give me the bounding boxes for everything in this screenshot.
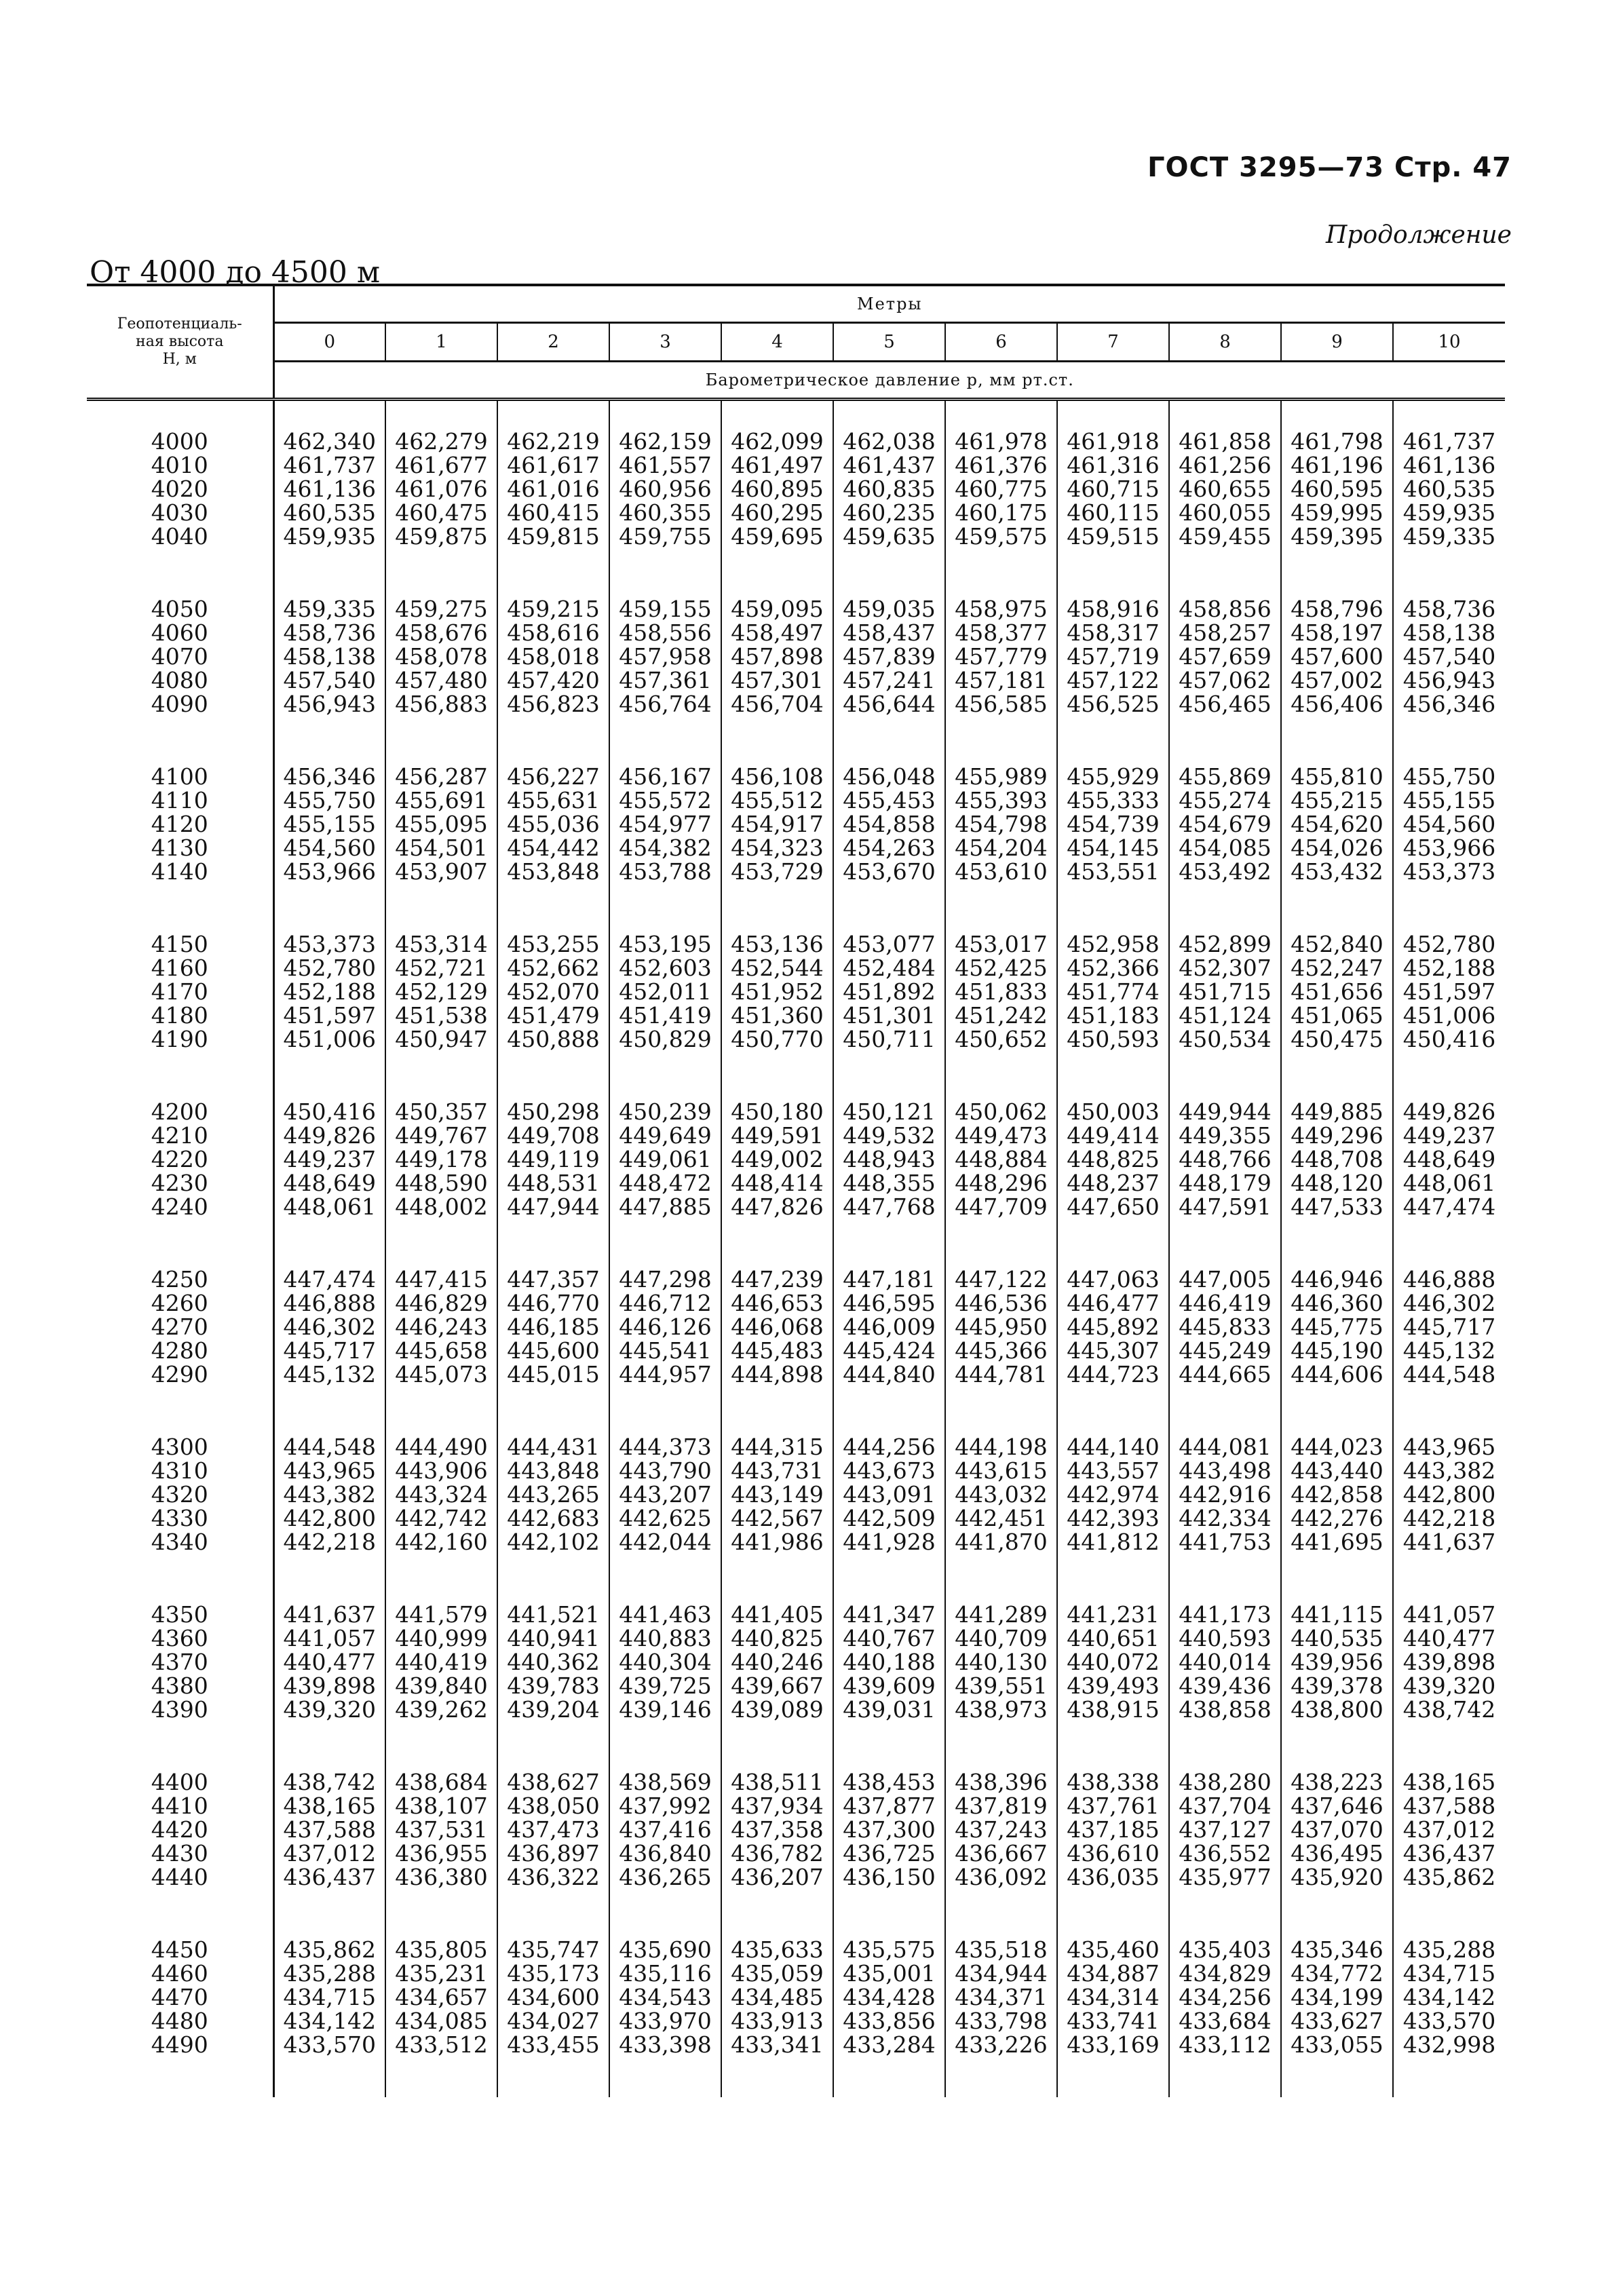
pressure-values: 438,338 437,761 437,185 436,610 436,035 [1057,1721,1169,1889]
height-values: 4000 4010 4020 4030 4040 [87,400,273,549]
pressure-values: 435,862 435,288 434,715 434,142 433,570 [273,1889,385,2056]
table-row-group [87,1051,1505,1219]
column-header: 1 [385,323,497,362]
pressure-values: 447,063 446,477 445,892 445,307 444,723 [1057,1219,1169,1386]
pressure-values: 455,810 455,215 454,620 454,026 453,432 [1281,716,1393,883]
table-tail-cell [609,2056,721,2097]
table-row-group [87,1219,1505,1386]
pressure-values: 456,048 455,453 454,858 454,263 453,670 [833,716,945,883]
pressure-values: 458,856 458,257 457,659 457,062 456,465 [1169,548,1281,716]
table-row-group [87,716,1505,883]
pressure-values: 447,122 446,536 445,950 445,366 444,781 [945,1219,1057,1386]
pressure-values: 435,518 434,944 434,371 433,798 433,226 [945,1889,1057,2056]
height-values: 4100 4110 4120 4130 4140 [87,716,273,883]
pressure-values: 449,826 449,237 448,649 448,061 447,474 [1402,1098,1496,1220]
pressure-values: 459,155 458,556 457,958 457,361 456,764 [609,548,721,716]
table-row-group [87,1889,1505,2056]
pressure-values: 456,227 455,631 455,036 454,442 453,848 [497,716,609,883]
pressure-values: 444,373 443,790 443,207 442,625 442,044 [609,1386,721,1554]
pressure-values: 435,690 435,116 434,543 433,970 433,398 [609,1889,721,2056]
table-row-group [87,883,1505,1051]
meters-header: Метры [273,285,1505,323]
pressure-values: 438,742 438,165 437,588 437,012 436,437 [273,1721,385,1889]
pressure-values: 444,198 443,615 443,032 442,451 441,870 [945,1386,1057,1554]
pressure-values: 447,005 446,419 445,833 445,249 444,665 [1169,1219,1281,1386]
pressure-values: 462,340 461,737 461,136 460,535 459,935 [273,400,385,549]
pressure-table [87,284,1505,2097]
pressure-values: 435,403 434,829 434,256 433,684 433,112 [1169,1889,1281,2056]
height-values: 4300 4310 4320 4330 4340 [87,1386,273,1554]
pressure-values: 435,460 434,887 434,314 433,741 433,169 [1057,1889,1169,2056]
pressure-values: 453,077 452,484 451,892 451,301 450,711 [833,883,945,1051]
table-tail-cell [497,2056,609,2097]
pressure-values: 444,431 443,848 443,265 442,683 442,102 [497,1386,609,1554]
pressure-values: 453,195 452,603 452,011 451,419 450,829 [609,883,721,1051]
table-row-group [87,1721,1505,1889]
table-tail-cell [945,2056,1057,2097]
pressure-values: 441,463 440,883 440,304 439,725 439,146 [609,1554,721,1721]
pressure-values: 455,929 455,333 454,739 454,145 453,551 [1057,716,1169,883]
page-header: ГОСТ 3295—73 Стр. 47 [1147,152,1512,183]
pressure-values: 459,335 458,736 458,138 457,540 456,943 [273,548,385,716]
table-tail-cell [833,2056,945,2097]
pressure-values: 456,167 455,572 454,977 454,382 453,788 [609,716,721,883]
pressure-values: 444,490 443,906 443,324 442,742 442,160 [385,1386,497,1554]
pressure-values: 447,239 446,653 446,068 445,483 444,898 [721,1219,833,1386]
pressure-values: 450,416 449,826 449,237 448,649 448,061 [273,1051,385,1219]
pressure-values: 441,057 440,477 439,898 439,320 438,742 [1402,1601,1496,1723]
pressure-values: 461,918 461,316 460,715 460,115 459,515 [1057,400,1169,549]
column-header: 2 [497,323,609,362]
pressure-values: 450,357 449,767 449,178 448,590 448,002 [385,1051,497,1219]
pressure-values: 458,975 458,377 457,779 457,181 456,585 [945,548,1057,716]
height-values: 4050 4060 4070 4080 4090 [87,548,273,716]
pressure-values: 438,684 438,107 437,531 436,955 436,380 [385,1721,497,1889]
pressure-values: 455,750 455,155 454,560 453,966 453,373 [1402,763,1496,885]
pressure-values: 438,223 437,646 437,070 436,495 435,920 [1281,1721,1393,1889]
height-values: 4450 4460 4470 4480 4490 [87,1889,273,2056]
pressure-values: 456,287 455,691 455,095 454,501 453,907 [385,716,497,883]
pressure-values: 441,521 440,941 440,362 439,783 439,204 [497,1554,609,1721]
pressure-values: 455,989 455,393 454,798 454,204 453,610 [945,716,1057,883]
pressure-values: 449,944 449,355 448,766 448,179 447,591 [1169,1051,1281,1219]
pressure-values: 447,298 446,712 446,126 445,541 444,957 [609,1219,721,1386]
pressure-values: 452,958 452,366 451,774 451,183 450,593 [1057,883,1169,1051]
column-number-row [87,323,1505,362]
pressure-values: 459,095 458,497 457,898 457,301 456,704 [721,548,833,716]
pressure-values: 441,115 440,535 439,956 439,378 438,800 [1281,1554,1393,1721]
pressure-values: 438,453 437,877 437,300 436,725 436,150 [833,1721,945,1889]
pressure-values: 444,081 443,498 442,916 442,334 441,753 [1169,1386,1281,1554]
pressure-values: 461,978 461,376 460,775 460,175 459,575 [945,400,1057,549]
pressure-values: 446,888 446,302 445,717 445,132 444,548 [1402,1266,1496,1388]
column-header: 7 [1057,323,1169,362]
pressure-values: 444,548 443,965 443,382 442,800 442,218 [273,1386,385,1554]
pressure-values: 435,288 434,715 434,142 433,570 432,998 [1402,1936,1496,2058]
pressure-values: 441,347 440,767 440,188 439,609 439,031 [833,1554,945,1721]
pressure-values: 447,474 446,888 446,302 445,717 445,132 [273,1219,385,1386]
height-column-header: Геопотенциаль- ная высота H, м [87,285,273,400]
pressure-values: 459,215 458,616 458,018 457,420 456,823 [497,548,609,716]
column-header: 8 [1169,323,1281,362]
pressure-values: 447,415 446,829 446,243 445,658 445,073 [385,1219,497,1386]
table-tail-cell [1393,2056,1505,2097]
height-values: 4150 4160 4170 4180 4190 [87,883,273,1051]
table-tail-cell [1057,2056,1169,2097]
pressure-values: 462,159 461,557 460,956 460,355 459,755 [609,400,721,549]
pressure-values: 453,314 452,721 452,129 451,538 450,947 [385,883,497,1051]
pressure-values: 450,121 449,532 448,943 448,355 447,768 [833,1051,945,1219]
table-row-group [87,1554,1505,1721]
table-tail-cell [1281,2056,1393,2097]
pressure-values: 459,035 458,437 457,839 457,241 456,644 [833,548,945,716]
pressure-values: 438,569 437,992 437,416 436,840 436,265 [609,1721,721,1889]
pressure-values: 450,003 449,414 448,825 448,237 447,650 [1057,1051,1169,1219]
pressure-values: 444,315 443,731 443,149 442,567 441,986 [721,1386,833,1554]
pressure-values: 452,899 452,307 451,715 451,124 450,534 [1169,883,1281,1051]
column-header: 0 [273,323,385,362]
pressure-values: 462,279 461,677 461,076 460,475 459,875 [385,400,497,549]
pressure-values: 435,633 435,059 434,485 433,913 433,341 [721,1889,833,2056]
continuation-label: Продолжение [1326,221,1512,249]
pressure-values: 441,405 440,825 440,246 439,667 439,089 [721,1554,833,1721]
pressure-header: Барометрическое давление p, мм рт.ст. [273,362,1505,400]
column-header: 3 [609,323,721,362]
pressure-values: 459,275 458,676 458,078 457,480 456,883 [385,548,497,716]
table-row-group [87,1386,1505,1554]
pressure-values: 444,140 443,557 442,974 442,393 441,812 [1057,1386,1169,1554]
pressure-values: 441,579 440,999 440,419 439,840 439,262 [385,1554,497,1721]
pressure-values: 458,916 458,317 457,719 457,122 456,525 [1057,548,1169,716]
pressure-values: 452,780 452,188 451,597 451,006 450,416 [1402,931,1496,1052]
pressure-values: 438,396 437,819 437,243 436,667 436,092 [945,1721,1057,1889]
pressure-values: 456,346 455,750 455,155 454,560 453,966 [273,716,385,883]
column-header: 6 [945,323,1057,362]
pressure-values: 458,796 458,197 457,600 457,002 456,406 [1281,548,1393,716]
pressure-values: 453,255 452,662 452,070 451,479 450,888 [497,883,609,1051]
pressure-values: 453,373 452,780 452,188 451,597 451,006 [273,883,385,1051]
pressure-values: 461,737 461,136 460,535 459,935 459,335 [1402,428,1496,550]
table-tail-cell [87,2056,273,2097]
pressure-values: 462,038 461,437 460,835 460,235 459,635 [833,400,945,549]
pressure-values: 438,627 438,050 437,473 436,897 436,322 [497,1721,609,1889]
height-values: 4250 4260 4270 4280 4290 [87,1219,273,1386]
table-row-group [87,548,1505,716]
pressure-values: 450,239 449,649 449,061 448,472 447,885 [609,1051,721,1219]
table-tail-cell [1169,2056,1281,2097]
pressure-values: 435,575 435,001 434,428 433,856 433,284 [833,1889,945,2056]
pressure-values: 443,965 443,382 442,800 442,218 441,637 [1402,1434,1496,1555]
table-row-group [87,400,1505,549]
pressure-values: 438,280 437,704 437,127 436,552 435,977 [1169,1721,1281,1889]
pressure-values: 461,798 461,196 460,595 459,995 459,395 [1281,400,1393,549]
pressure-values: 450,298 449,708 449,119 448,531 447,944 [497,1051,609,1219]
column-header: 4 [721,323,833,362]
pressure-values: 450,062 449,473 448,884 448,296 447,709 [945,1051,1057,1219]
pressure-values: 455,869 455,274 454,679 454,085 453,492 [1169,716,1281,883]
pressure-values: 438,165 437,588 437,012 436,437 435,862 [1402,1769,1496,1890]
pressure-values: 446,946 446,360 445,775 445,190 444,606 [1281,1219,1393,1386]
pressure-values: 438,511 437,934 437,358 436,782 436,207 [721,1721,833,1889]
pressure-values: 461,858 461,256 460,655 460,055 459,455 [1169,400,1281,549]
pressure-values: 453,136 452,544 451,952 451,360 450,770 [721,883,833,1051]
pressure-values: 444,023 443,440 442,858 442,276 441,695 [1281,1386,1393,1554]
pressure-values: 441,173 440,593 440,014 439,436 438,858 [1169,1554,1281,1721]
pressure-values: 435,747 435,173 434,600 434,027 433,455 [497,1889,609,2056]
pressure-values: 453,017 452,425 451,833 451,242 450,652 [945,883,1057,1051]
pressure-values: 450,180 449,591 449,002 448,414 447,826 [721,1051,833,1219]
range-title: От 4000 до 4500 м [90,255,381,290]
pressure-values: 444,256 443,673 443,091 442,509 441,928 [833,1386,945,1554]
table-tail-cell [721,2056,833,2097]
table-tail-cell [273,2056,385,2097]
pressure-values: 435,805 435,231 434,657 434,085 433,512 [385,1889,497,2056]
height-values: 4350 4360 4370 4380 4390 [87,1554,273,1721]
pressure-values: 441,231 440,651 440,072 439,493 438,915 [1057,1554,1169,1721]
column-header: 5 [833,323,945,362]
pressure-values: 447,357 446,770 446,185 445,600 445,015 [497,1219,609,1386]
pressure-values: 441,637 441,057 440,477 439,898 439,320 [273,1554,385,1721]
pressure-values: 441,289 440,709 440,130 439,551 438,973 [945,1554,1057,1721]
pressure-values: 458,736 458,138 457,540 456,943 456,346 [1402,596,1496,717]
height-values: 4200 4210 4220 4230 4240 [87,1051,273,1219]
table-body [87,400,1505,2098]
pressure-values: 452,840 452,247 451,656 451,065 450,475 [1281,883,1393,1051]
column-header: 10 [1393,323,1505,362]
pressure-values: 447,181 446,595 446,009 445,424 444,840 [833,1219,945,1386]
height-values: 4400 4410 4420 4430 4440 [87,1721,273,1889]
pressure-values: 435,346 434,772 434,199 433,627 433,055 [1281,1889,1393,2056]
column-header: 9 [1281,323,1393,362]
pressure-values: 456,108 455,512 454,917 454,323 453,729 [721,716,833,883]
pressure-values: 449,885 449,296 448,708 448,120 447,533 [1281,1051,1393,1219]
pressure-values: 462,099 461,497 460,895 460,295 459,695 [721,400,833,549]
table-tail-cell [385,2056,497,2097]
pressure-values: 462,219 461,617 461,016 460,415 459,815 [497,400,609,549]
